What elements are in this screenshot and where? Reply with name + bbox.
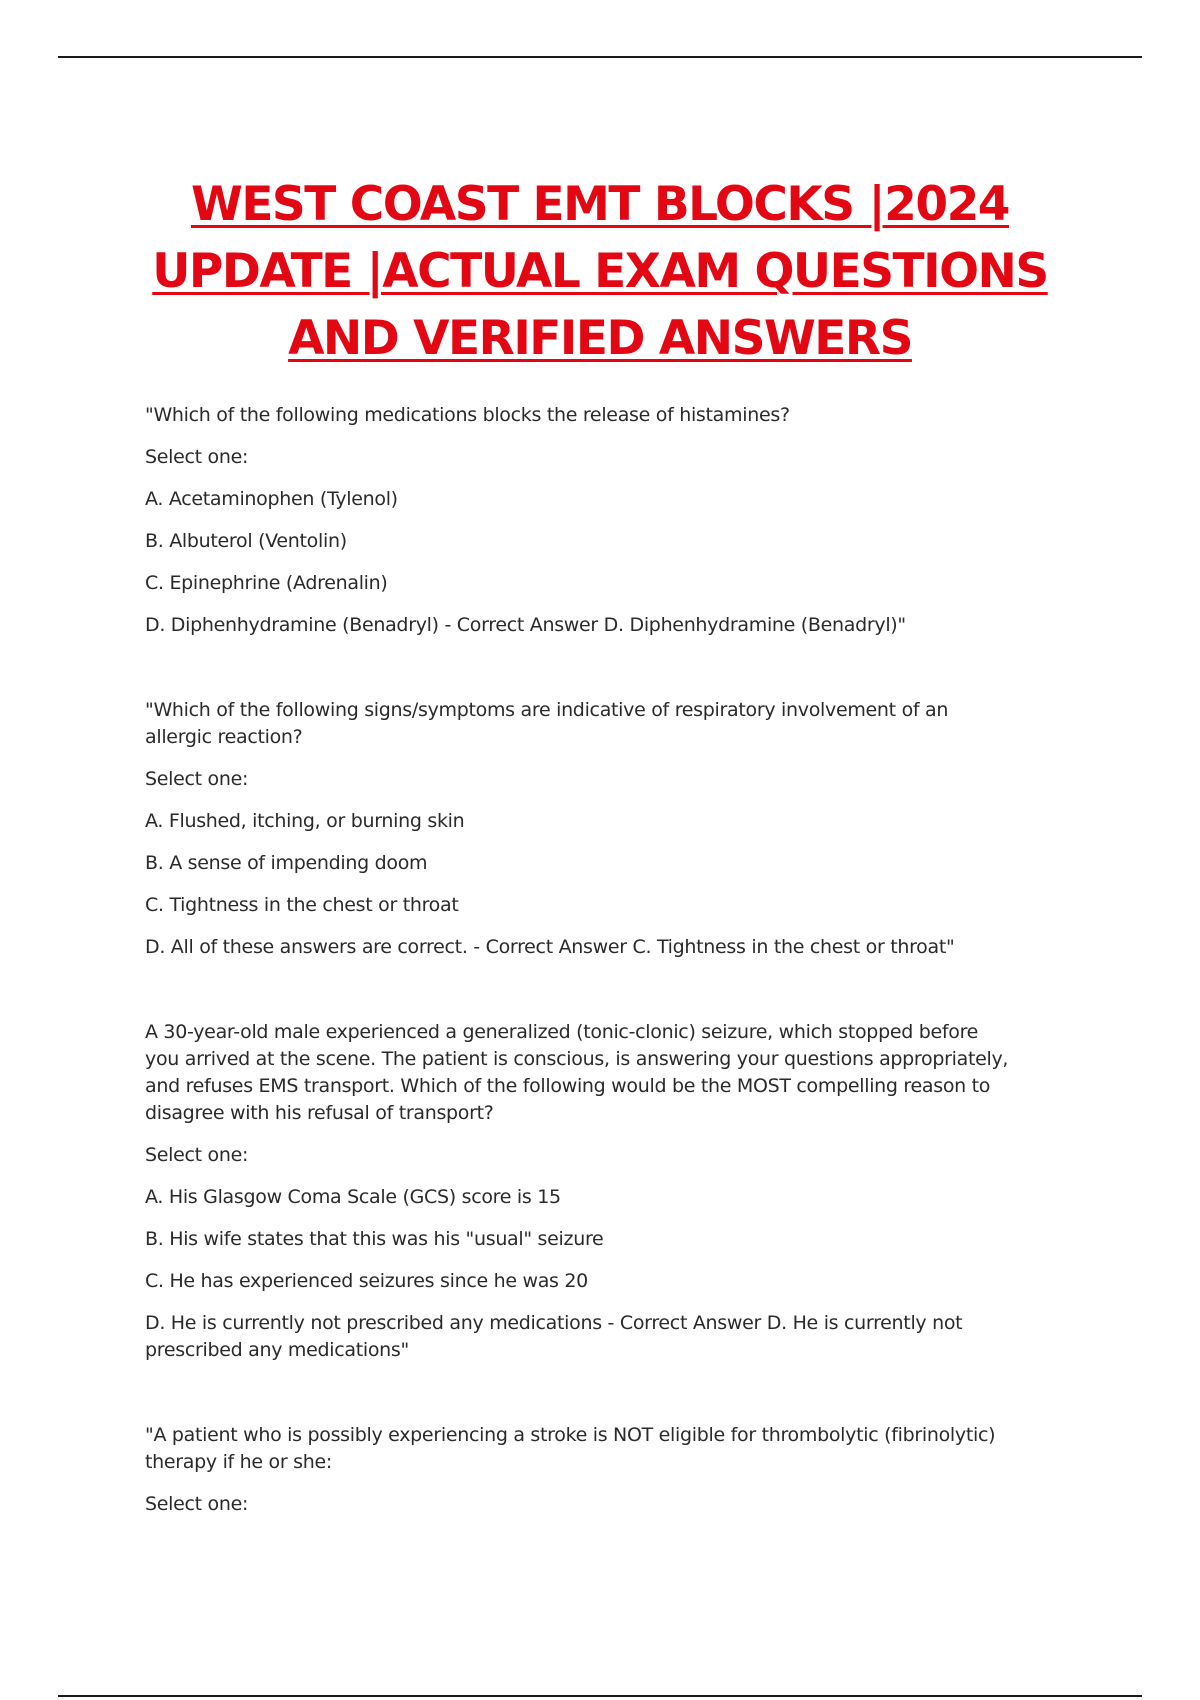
question-text-line: disagree with his refusal of transport? (145, 1102, 494, 1124)
answer-option: C. Tightness in the chest or throat (145, 894, 459, 916)
question-text-line: "Which of the following medications blocks the release of histamines? (145, 404, 790, 426)
question-1 (145, 402, 1065, 639)
select-one-label: Select one: (145, 768, 249, 790)
question-text-line: you arrived at the scene. The patient is conscious, is answering your questions appropriately, (145, 1048, 1009, 1070)
top-rule (58, 56, 1142, 58)
question-text-line: "Which of the following signs/symptoms are indicative of respiratory involvement of an (145, 699, 949, 721)
question-4 (145, 1422, 1065, 1518)
answer-option-with-correct-answer: D. He is currently not prescribed any medications - Correct Answer D. He is currently not prescribed any medications" (145, 1312, 963, 1361)
question-text (145, 1019, 1065, 1127)
question-text (145, 1422, 1065, 1476)
questions-list (145, 402, 1065, 1576)
title-line-2: UPDATE |ACTUAL EXAM QUESTIONS (152, 244, 1048, 300)
question-3 (145, 1019, 1065, 1364)
answer-option: A. Flushed, itching, or burning skin (145, 810, 465, 832)
select-one-label: Select one: (145, 1493, 249, 1515)
title-line-3: AND VERIFIED ANSWERS (288, 311, 912, 367)
answer-option: C. Epinephrine (Adrenalin) (145, 572, 388, 594)
answer-option: C. He has experienced seizures since he was 20 (145, 1270, 588, 1292)
answer-option: B. A sense of impending doom (145, 852, 428, 874)
question-text-line: "A patient who is possibly experiencing a stroke is NOT eligible for thrombolytic (fibrinolytic) (145, 1424, 996, 1446)
question-text-line: allergic reaction? (145, 726, 303, 748)
answer-option-with-correct-answer: D. All of these answers are correct. - Correct Answer C. Tightness in the chest or throat" (145, 936, 955, 958)
answer-option: B. His wife states that this was his "usual" seizure (145, 1228, 604, 1250)
answer-option: A. Acetaminophen (Tylenol) (145, 488, 398, 510)
question-text (145, 402, 1065, 429)
question-text-line: therapy if he or she: (145, 1451, 332, 1473)
question-text (145, 697, 1065, 751)
question-text-line: and refuses EMS transport. Which of the following would be the MOST compelling reason to (145, 1075, 991, 1097)
answer-option-with-correct-answer: D. Diphenhydramine (Benadryl) - Correct Answer D. Diphenhydramine (Benadryl)" (145, 614, 906, 636)
answer-option: A. His Glasgow Coma Scale (GCS) score is 15 (145, 1186, 561, 1208)
select-one-label: Select one: (145, 446, 249, 468)
question-2 (145, 697, 1065, 961)
select-one-label: Select one: (145, 1144, 249, 1166)
answer-option: B. Albuterol (Ventolin) (145, 530, 347, 552)
title-line-1: WEST COAST EMT BLOCKS |2024 (190, 177, 1009, 233)
bottom-rule (58, 1695, 1142, 1697)
document-title (100, 171, 1100, 372)
question-text-line: A 30-year-old male experienced a generalized (tonic-clonic) seizure, which stopped before (145, 1021, 979, 1043)
